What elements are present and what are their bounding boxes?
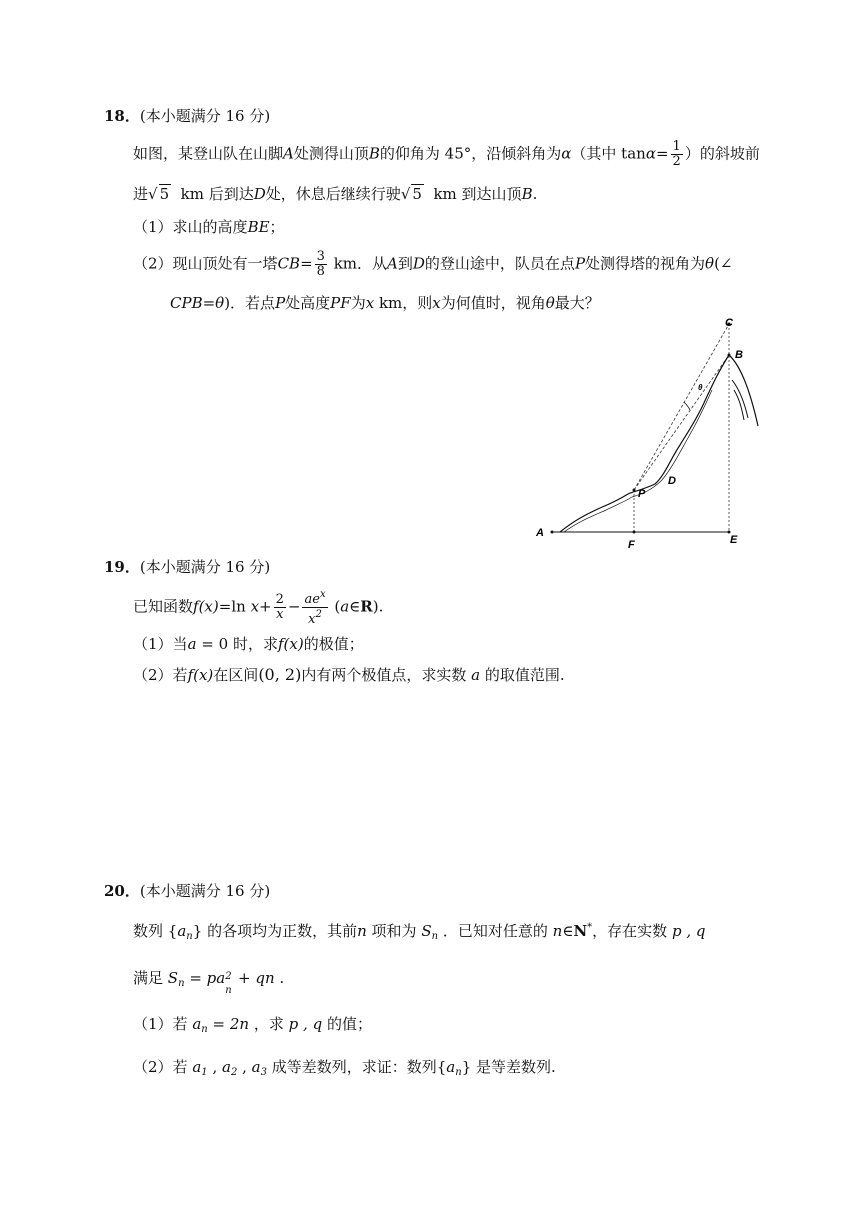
q18-text: （其中 tan [571, 144, 646, 163]
q18-sub1 [133, 216, 285, 237]
var-S: S [421, 922, 432, 940]
q18-text: 进 [133, 185, 149, 203]
var-x: x [250, 597, 260, 616]
q19-text: 当 [172, 635, 188, 653]
equals: = [189, 969, 202, 987]
paren: ). [372, 597, 384, 616]
q18-text: (∠ [714, 254, 733, 273]
q20-text: ．已知对任意的 [442, 922, 548, 940]
exponent: 2 [315, 609, 322, 620]
label-A: A [536, 527, 544, 539]
var-a: a [192, 1058, 202, 1076]
theta-arc [684, 402, 690, 410]
var-PF: PF [330, 294, 351, 312]
element-of: ∈ [562, 922, 574, 940]
fraction-aex-over-x2 [302, 588, 327, 627]
q18-line2: 进√ 5 km 后到达D处，休息后继续行驶√ 5 km 到达山顶B. [133, 185, 538, 203]
sub-number: （1） [133, 218, 173, 236]
func-f: f [277, 635, 284, 653]
equals: = [218, 597, 232, 616]
subscript: n [455, 1067, 462, 1078]
q19-line1 [133, 588, 383, 627]
point-A: A [283, 144, 294, 163]
mountain-ridge-1 [732, 380, 748, 418]
brace: } [461, 1058, 472, 1076]
label-C: C [725, 317, 733, 329]
label-F: F [628, 539, 635, 551]
line-PC [634, 324, 729, 490]
fraction-one-half [671, 140, 683, 169]
frac-den: 8 [316, 264, 325, 279]
q20-text: 的值； [326, 1015, 372, 1033]
sub-number: （1） [133, 1015, 173, 1033]
q18-text: )．若点 [224, 294, 276, 312]
q20-text: 若 [172, 1015, 188, 1033]
q18-header [104, 105, 270, 126]
brace: { [436, 1058, 447, 1076]
q18-text: ； [269, 218, 285, 236]
naturals-N: N [573, 922, 588, 940]
subscript: n [201, 1024, 208, 1035]
subscript: n [431, 931, 439, 942]
frac-den [302, 608, 327, 627]
q20-text: 成等差数列，求证：数列 [271, 1058, 437, 1076]
fraction-three-eighths [315, 250, 327, 279]
q20-sub1 [133, 1013, 372, 1035]
func-arg: (x) [198, 597, 219, 616]
equals: = [655, 144, 669, 163]
frac-den: x [276, 607, 284, 622]
frac-num-text: ae [304, 592, 320, 607]
plus: + [259, 597, 272, 616]
q18-text: 现山顶处有一塔 [172, 254, 278, 273]
var-a: a [340, 597, 350, 616]
q18-text: km，则 [378, 294, 433, 312]
var-a: a [471, 666, 481, 684]
label-E: E [730, 534, 738, 546]
q19-text: 的取值范围. [484, 666, 565, 684]
dot-B [728, 354, 731, 357]
q18-text: 的登山途中，队员在点 [424, 254, 575, 273]
var-pq: p , q [671, 922, 706, 940]
q18-text: 为 [350, 294, 366, 312]
subscript: n [186, 931, 193, 942]
q18-text: km．从 [333, 254, 388, 273]
point-P: P [574, 254, 586, 273]
reals-R: R [360, 597, 373, 616]
subscript: n [225, 985, 232, 996]
q20-text: 是等差数列. [476, 1058, 556, 1076]
subscript: 1 [201, 1067, 208, 1078]
equation: = 2n [212, 1015, 250, 1033]
q19-text: 的极值； [303, 635, 364, 653]
func-f: f [193, 597, 199, 616]
frac-num: 1 [672, 139, 681, 154]
q19-text: 在区间 [213, 666, 259, 684]
q20-line2 [133, 967, 285, 996]
mountain-figure [520, 310, 770, 555]
q18-line1 [133, 140, 760, 169]
q18-text: . [532, 185, 538, 203]
var-a: a [177, 922, 187, 940]
q18-text: 求山的高度 [172, 218, 248, 236]
var-x: x [365, 294, 375, 312]
var-a: a [192, 1015, 202, 1033]
q19-header [104, 556, 270, 577]
var-a: a [221, 1058, 231, 1076]
q20-text: 满足 [133, 969, 164, 987]
comma: , [207, 1058, 222, 1076]
angle-CPB: CPB [170, 294, 203, 312]
var-S: S [167, 969, 179, 987]
frac-num: 3 [316, 249, 325, 264]
q18-text: km 到达山顶 [433, 185, 522, 203]
sub-number: （1） [133, 635, 173, 653]
brace: { [167, 922, 178, 940]
var-a: a [446, 1058, 456, 1076]
var-a: a [187, 635, 197, 653]
q19-text: 已知函数 [133, 597, 194, 616]
term-pa: pa [206, 969, 226, 987]
fraction-2-over-x [274, 593, 286, 622]
sqrt-five: 5 [412, 185, 422, 203]
equals: = [300, 254, 313, 273]
point-B: B [368, 144, 380, 163]
ln: ln [231, 597, 246, 616]
var-n: n [357, 922, 367, 940]
q20-line1 [133, 920, 705, 942]
q20-score: (本小题满分 16 分) [139, 882, 271, 900]
superscript: 2 [225, 971, 232, 982]
point-P: P [275, 294, 286, 312]
dot-P [633, 489, 636, 492]
q18-text: ）的斜坡前 [684, 144, 760, 163]
label-theta: θ [698, 383, 703, 392]
comma: , [237, 1058, 252, 1076]
q18-text: 到 [397, 254, 413, 273]
q18-text: 最大？ [554, 294, 600, 312]
alpha-symbol: α [645, 144, 656, 163]
minus: − [287, 597, 301, 616]
point-A: A [387, 254, 398, 273]
subscript: n [178, 978, 185, 989]
q20-header [104, 880, 270, 901]
q20-text: ，存在实数 [592, 922, 668, 940]
var-pq: p , q [288, 1015, 323, 1033]
var-a: a [251, 1058, 261, 1076]
mountain-slope [560, 355, 729, 532]
theta-symbol: θ [705, 254, 715, 273]
label-D: D [668, 475, 676, 487]
q18-text: km 后到达 [180, 185, 254, 203]
label-P: P [638, 488, 646, 500]
var-x: x [432, 294, 441, 312]
q20-text: ，求 [253, 1015, 284, 1033]
q18-text: 处测得山顶 [293, 144, 369, 163]
q20-text: 数列 [133, 922, 164, 940]
var-BE: BE [247, 218, 270, 236]
dot-F [633, 531, 636, 534]
element-of: ∈ [349, 597, 361, 616]
q18-number: 18． [104, 107, 140, 125]
q18-text: 处，休息后继续行驶 [265, 185, 401, 203]
q20-text: . [279, 969, 285, 987]
exponent: x [319, 589, 326, 600]
q18-score: (本小题满分 16 分) [139, 107, 271, 125]
frac-num [302, 588, 327, 608]
q19-score: (本小题满分 16 分) [139, 558, 271, 576]
q20-number: 20． [104, 882, 140, 900]
q18-text: 如图，某登山队在山脚 [133, 144, 284, 163]
subscript: 3 [260, 1067, 267, 1078]
line-PB [634, 355, 729, 490]
sqrt-five: 5 [159, 185, 170, 203]
mountain-ridge-2 [734, 390, 744, 420]
q20-text: 项和为 [371, 922, 417, 940]
q18-text: 为何值时，视角 [440, 294, 546, 312]
label-B: B [735, 349, 743, 361]
var-CB: CB [277, 254, 301, 273]
frac-num: 2 [275, 592, 284, 607]
q19-sub1 [133, 633, 364, 654]
point-D: D [253, 185, 266, 203]
var-n: n [552, 922, 563, 940]
alpha-symbol: α [561, 144, 572, 163]
sub-number: （2） [133, 254, 173, 273]
theta-symbol: θ [215, 294, 225, 312]
q20-text: 若 [172, 1058, 188, 1076]
frac-den: 2 [672, 154, 681, 169]
superscript: * [587, 922, 593, 933]
func-arg: (x) [283, 635, 304, 653]
theta-symbol: θ [545, 294, 555, 312]
equals: = [202, 294, 216, 312]
sub-number: （2） [133, 666, 173, 684]
sub-number: （2） [133, 1058, 173, 1076]
paren: ( [334, 597, 341, 616]
q19-number: 19． [104, 558, 140, 576]
q20-sub2 [133, 1056, 556, 1078]
func-arg: (x) [193, 666, 214, 684]
func-f: f [187, 666, 194, 684]
q18-text: 的仰角为 45°，沿倾斜角为 [379, 144, 562, 163]
point-D: D [412, 254, 425, 273]
frac-den-text: x [308, 612, 316, 627]
dot-A [551, 531, 554, 534]
term-qn: + qn [238, 969, 275, 987]
q18-text: 处高度 [285, 294, 331, 312]
q18-text: 处测得塔的视角为 [585, 254, 706, 273]
q18-sub2-line1 [133, 250, 733, 279]
q19-text: 若 [172, 666, 188, 684]
q19-sub2 [133, 664, 565, 685]
q19-text: 内有两个极值点，求实数 [301, 666, 467, 684]
interval: (0, 2) [258, 665, 302, 684]
q19-text: = 0 时，求 [201, 635, 278, 653]
point-B: B [521, 185, 533, 203]
q20-text: 的各项均为正数，其前 [207, 922, 358, 940]
brace: } [192, 922, 203, 940]
subscript: 2 [230, 1067, 238, 1078]
